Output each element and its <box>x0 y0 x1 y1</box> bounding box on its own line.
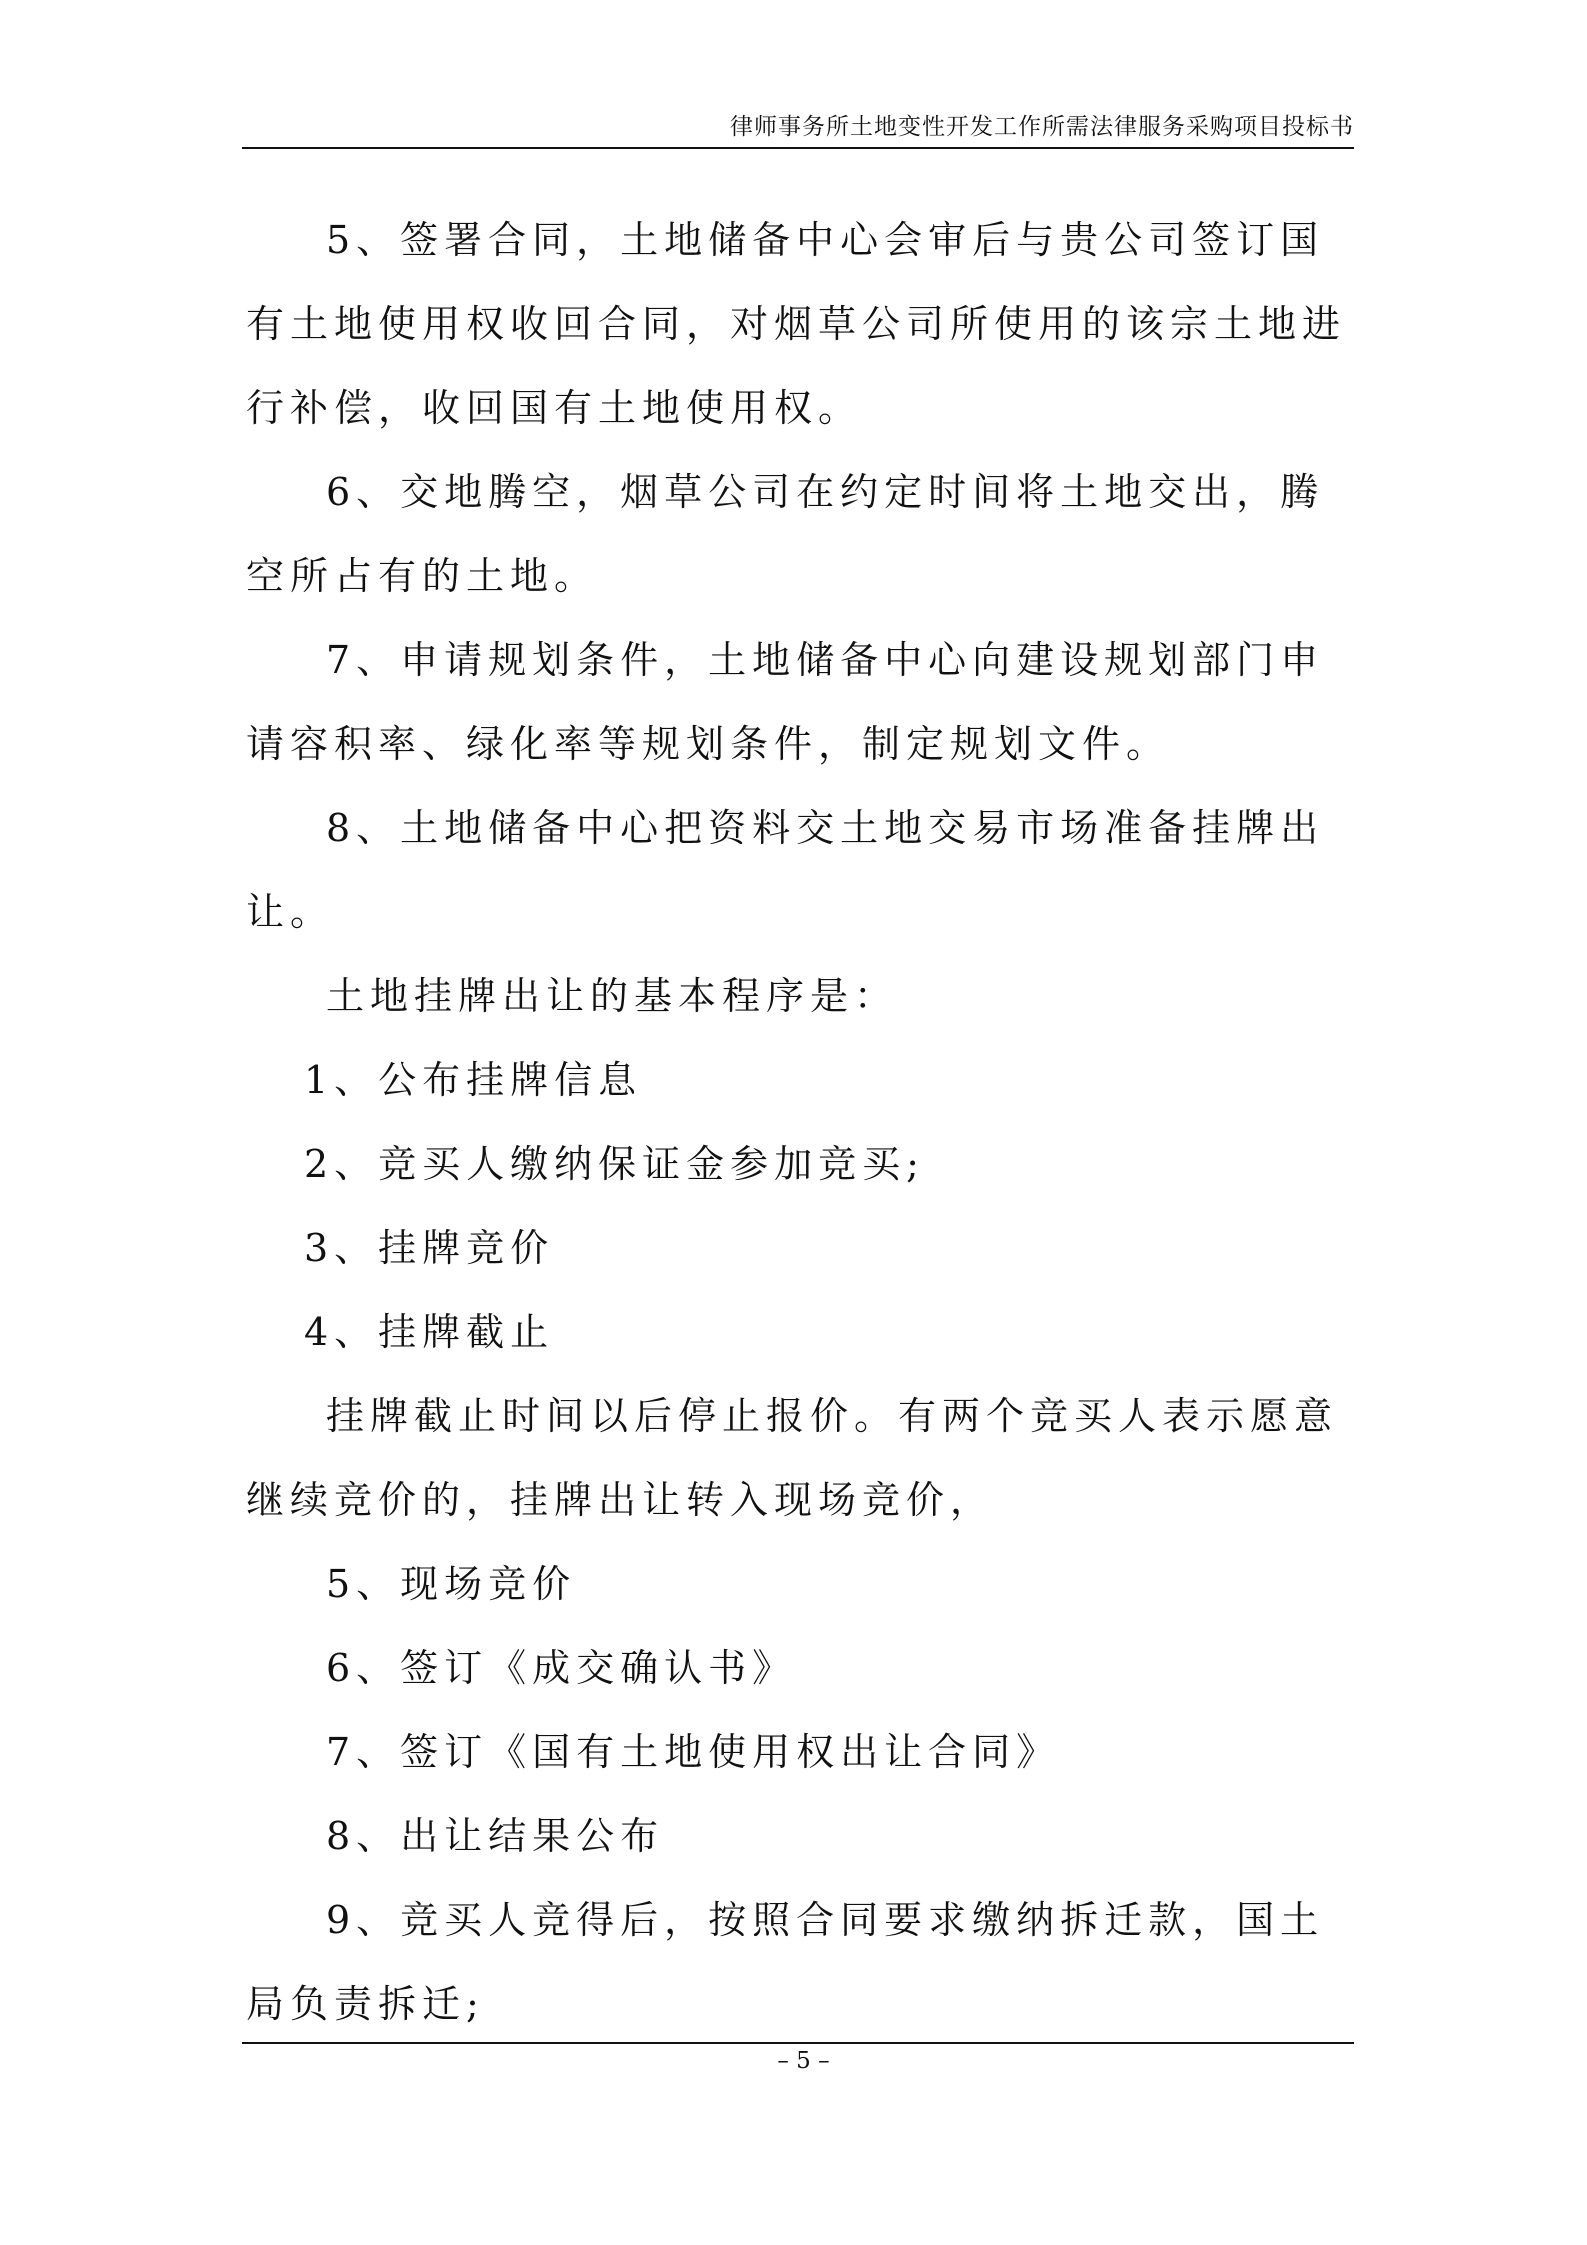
list-item-deposit: 2、竞买人缴纳保证金参加竞买; <box>304 1142 925 1186</box>
list-item-demolition-payment: 9、竞买人竞得后，按照合同要求缴纳拆迁款，国土局负责拆迁; <box>246 1898 1325 2026</box>
list-item-onsite-bidding: 5、现场竞价 <box>326 1562 577 1606</box>
page-number: – 5 – <box>777 2048 830 2074</box>
list-item-publish-info: 1、公布挂牌信息 <box>304 1058 643 1102</box>
footer-rule <box>242 2042 1354 2044</box>
list-item-bidding: 3、挂牌竞价 <box>304 1226 555 1270</box>
paragraph-step-5-contract: 5、签署合同，土地储备中心会审后与贵公司签订国有土地使用权收回合同，对烟草公司所使用的该宗土地进行补偿，收回国有土地使用权。 <box>246 218 1347 430</box>
body-text <box>246 198 1358 2046</box>
paragraph-step-7-planning: 7、申请规划条件，土地储备中心向建设规划部门申请容积率、绿化率等规划条件，制定规划文件。 <box>246 638 1325 766</box>
paragraph-after-close: 挂牌截止时间以后停止报价。有两个竞买人表示愿意继续竞价的，挂牌出让转入现场竞价， <box>246 1394 1339 1522</box>
running-header-title: 律师事务所土地变性开发工作所需法律服务采购项目投标书 <box>730 114 1354 140</box>
paragraph-step-6-hand-over: 6、交地腾空，烟草公司在约定时间将土地交出，腾空所占有的土地。 <box>246 470 1325 598</box>
list-item-transfer-contract: 7、签订《国有土地使用权出让合同》 <box>326 1730 1061 1774</box>
header-rule <box>242 147 1354 149</box>
list-item-confirmation: 6、签订《成交确认书》 <box>326 1646 797 1690</box>
list-item-listing-close: 4、挂牌截止 <box>304 1310 555 1354</box>
list-item-result-announcement: 8、出让结果公布 <box>326 1814 665 1858</box>
paragraph-listing-procedure-heading: 土地挂牌出让的基本程序是： <box>326 974 899 1018</box>
paragraph-step-8-listing: 8、土地储备中心把资料交土地交易市场准备挂牌出让。 <box>246 806 1325 934</box>
